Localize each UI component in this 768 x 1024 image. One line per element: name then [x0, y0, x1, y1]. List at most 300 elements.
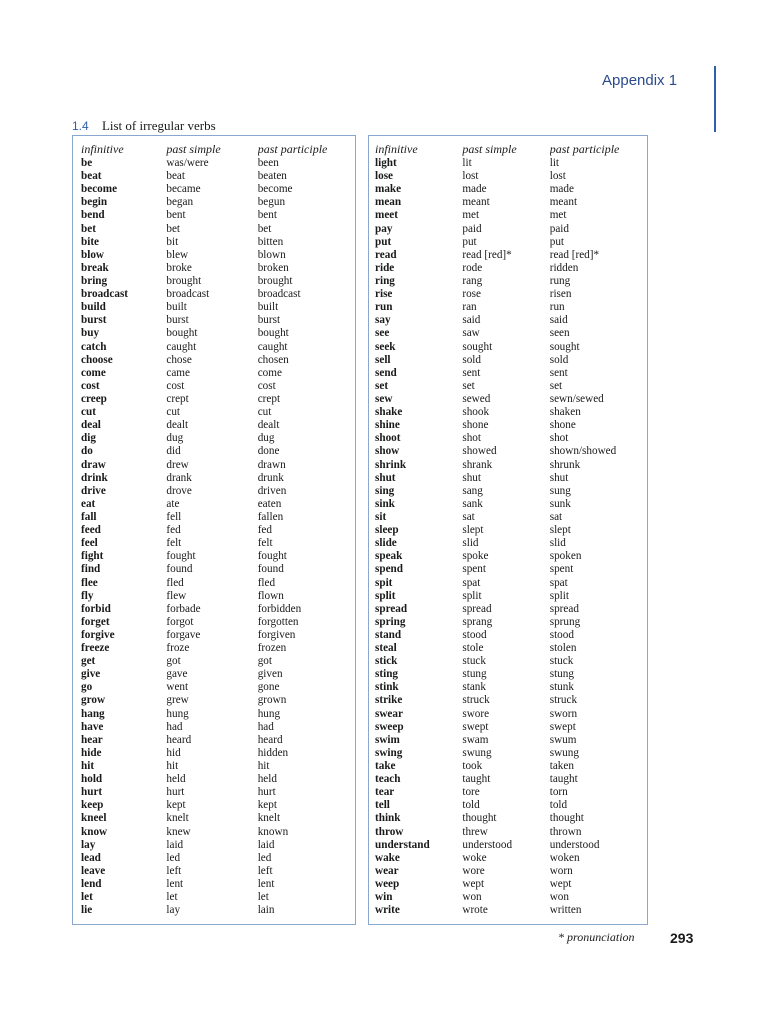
- infinitive-cell: become: [81, 183, 118, 196]
- past-simple-cell: sank: [462, 497, 483, 510]
- past-simple-cell: led: [166, 851, 181, 864]
- infinitive-cell: leave: [81, 864, 106, 877]
- section-heading: [72, 118, 216, 134]
- infinitive-cell: sell: [375, 353, 391, 366]
- infinitive-cell: run: [375, 301, 393, 314]
- past-simple-cell: held: [166, 773, 186, 786]
- past-simple-cell: struck: [462, 694, 490, 707]
- verb-row: [369, 786, 647, 799]
- verb-row: [73, 485, 355, 498]
- past-participle-cell: shown/showed: [549, 445, 617, 458]
- past-simple-cell: forgot: [166, 615, 194, 628]
- infinitive-cell: spit: [375, 576, 393, 589]
- infinitive-cell: hit: [81, 760, 95, 773]
- past-simple-cell: caught: [166, 340, 197, 353]
- verb-row: [369, 681, 647, 694]
- verb-row: [73, 354, 355, 367]
- past-simple-cell: bit: [166, 235, 179, 248]
- past-participle-cell: lain: [257, 904, 275, 917]
- past-participle-cell: fallen: [257, 510, 284, 523]
- past-participle-cell: burst: [257, 314, 281, 327]
- verb-row: [73, 511, 355, 524]
- past-simple-cell: shot: [462, 432, 482, 445]
- verb-row: [73, 301, 355, 314]
- past-participle-cell: thought: [549, 812, 584, 825]
- past-participle-cell: spat: [549, 576, 568, 589]
- past-participle-cell: stung: [549, 668, 574, 681]
- infinitive-cell: throw: [375, 825, 404, 838]
- past-participle-cell: done: [257, 445, 280, 458]
- verb-row: [369, 668, 647, 681]
- infinitive-cell: know: [81, 825, 108, 838]
- verb-row: [73, 747, 355, 760]
- table-header: [73, 141, 355, 157]
- past-simple-cell: read [red]*: [462, 248, 512, 261]
- past-simple-cell: beat: [166, 170, 186, 183]
- past-simple-cell: stuck: [462, 655, 486, 668]
- infinitive-cell: hold: [81, 773, 103, 786]
- past-simple-cell: swore: [462, 707, 490, 720]
- past-simple-cell: found: [166, 563, 193, 576]
- past-participle-cell: swung: [549, 746, 579, 759]
- past-simple-cell: hung: [166, 707, 189, 720]
- past-simple-cell: broadcast: [166, 288, 210, 301]
- past-participle-cell: become: [257, 183, 293, 196]
- past-simple-cell: brought: [166, 274, 202, 287]
- infinitive-cell: shine: [375, 419, 400, 432]
- infinitive-cell: give: [81, 668, 101, 681]
- verb-row: [369, 563, 647, 576]
- infinitive-cell: ring: [375, 274, 395, 287]
- past-simple-cell: wept: [462, 878, 485, 891]
- past-simple-cell: burst: [166, 314, 189, 327]
- past-participle-cell: built: [257, 301, 279, 314]
- infinitive-cell: lead: [81, 851, 101, 864]
- verb-row: [73, 459, 355, 472]
- past-simple-header: past simple: [166, 142, 221, 156]
- past-participle-cell: heard: [257, 733, 283, 746]
- past-simple-cell: ate: [166, 497, 180, 510]
- past-participle-cell: let: [257, 891, 269, 904]
- infinitive-cell: stink: [375, 681, 399, 694]
- past-simple-cell: won: [462, 891, 482, 904]
- verb-row: [73, 839, 355, 852]
- verb-row: [73, 786, 355, 799]
- section-number: 1.4: [72, 119, 89, 133]
- verb-row: [369, 603, 647, 616]
- past-participle-cell: known: [257, 825, 289, 838]
- infinitive-header: infinitive: [375, 142, 418, 156]
- verb-row: [369, 262, 647, 275]
- past-simple-cell: did: [166, 445, 181, 458]
- verb-row: [73, 157, 355, 170]
- past-participle-cell: bent: [257, 209, 277, 222]
- verb-row: [73, 852, 355, 865]
- past-simple-cell: sang: [462, 484, 483, 497]
- verb-row: [73, 655, 355, 668]
- infinitive-cell: blow: [81, 248, 105, 261]
- verb-row: [369, 223, 647, 236]
- past-simple-cell: put: [462, 235, 477, 248]
- past-participle-cell: written: [549, 904, 582, 917]
- infinitive-cell: sew: [375, 392, 393, 405]
- verb-row: [73, 537, 355, 550]
- past-simple-cell: met: [462, 209, 480, 222]
- past-participle-cell: told: [549, 799, 568, 812]
- verb-row: [73, 236, 355, 249]
- verb-row: [369, 891, 647, 904]
- past-simple-cell: woke: [462, 851, 487, 864]
- infinitive-cell: drive: [81, 484, 106, 497]
- past-participle-cell: sewn/sewed: [549, 392, 604, 405]
- infinitive-cell: get: [81, 655, 96, 668]
- past-participle-cell: drunk: [257, 471, 284, 484]
- past-simple-cell: stank: [462, 681, 486, 694]
- verb-row: [369, 367, 647, 380]
- infinitive-cell: fly: [81, 589, 94, 602]
- section-title: List of irregular verbs: [101, 118, 216, 133]
- past-simple-cell: rode: [462, 261, 483, 274]
- past-simple-cell: heard: [166, 733, 192, 746]
- infinitive-cell: catch: [81, 340, 107, 353]
- verb-row: [73, 590, 355, 603]
- infinitive-cell: dig: [81, 432, 96, 445]
- past-simple-cell: lost: [462, 170, 479, 183]
- past-participle-cell: brought: [257, 274, 293, 287]
- past-participle-cell: fed: [257, 524, 272, 537]
- past-participle-cell: forgotten: [257, 615, 299, 628]
- past-participle-cell: bitten: [257, 235, 284, 248]
- infinitive-cell: speak: [375, 550, 403, 563]
- past-simple-cell: fled: [166, 576, 184, 589]
- past-simple-cell: sat: [462, 510, 475, 523]
- past-participle-cell: driven: [257, 484, 287, 497]
- verb-row: [73, 327, 355, 340]
- verb-row: [73, 668, 355, 681]
- past-simple-cell: froze: [166, 642, 190, 655]
- past-participle-cell: struck: [549, 694, 578, 707]
- past-simple-cell: lit: [462, 157, 472, 169]
- infinitive-cell: rise: [375, 288, 393, 301]
- table-header: [369, 141, 647, 157]
- past-participle-cell: taken: [549, 760, 574, 773]
- infinitive-cell: split: [375, 589, 396, 602]
- verb-row: [369, 249, 647, 262]
- past-participle-cell: sought: [549, 340, 580, 353]
- past-simple-cell: wrote: [462, 904, 488, 917]
- past-participle-cell: wept: [549, 878, 572, 891]
- infinitive-cell: shoot: [375, 432, 401, 445]
- infinitive-cell: do: [81, 445, 93, 458]
- infinitive-cell: broadcast: [81, 288, 129, 301]
- infinitive-cell: bend: [81, 209, 105, 222]
- infinitive-cell: hide: [81, 746, 102, 759]
- verb-row: [73, 445, 355, 458]
- past-participle-cell: meant: [549, 196, 578, 209]
- verb-row: [369, 799, 647, 812]
- infinitive-cell: deal: [81, 419, 101, 432]
- infinitive-cell: beat: [81, 170, 102, 183]
- infinitive-cell: take: [375, 760, 396, 773]
- past-participle-cell: read [red]*: [549, 248, 600, 261]
- past-participle-cell: grown: [257, 694, 287, 707]
- verb-row: [73, 708, 355, 721]
- past-participle-cell: forgiven: [257, 628, 296, 641]
- past-simple-cell: hit: [166, 760, 179, 773]
- past-simple-cell: shone: [462, 419, 489, 432]
- past-participle-cell: frozen: [257, 642, 287, 655]
- past-participle-cell: shaken: [549, 406, 581, 419]
- past-simple-cell: meant: [462, 196, 490, 209]
- infinitive-cell: say: [375, 314, 391, 327]
- past-participle-cell: hit: [257, 760, 270, 773]
- past-simple-cell: spread: [462, 602, 492, 615]
- past-simple-cell: bent: [166, 209, 186, 222]
- verb-row: [369, 170, 647, 183]
- past-participle-cell: lit: [549, 157, 560, 169]
- past-participle-cell: met: [549, 209, 567, 222]
- past-participle-header: past participle: [549, 142, 620, 156]
- past-simple-cell: sent: [462, 366, 481, 379]
- verb-row: [73, 419, 355, 432]
- verb-row: [73, 642, 355, 655]
- verb-row: [369, 406, 647, 419]
- past-participle-cell: held: [257, 773, 277, 786]
- past-simple-cell: sewed: [462, 392, 491, 405]
- past-participle-cell: been: [257, 157, 279, 169]
- past-participle-cell: knelt: [257, 812, 281, 825]
- past-simple-cell: laid: [166, 838, 184, 851]
- verb-row: [369, 393, 647, 406]
- past-simple-cell: wore: [462, 864, 485, 877]
- past-simple-cell: forgave: [166, 628, 201, 641]
- verb-row: [369, 314, 647, 327]
- verb-row: [73, 262, 355, 275]
- past-participle-cell: cut: [257, 406, 272, 419]
- verb-row: [369, 590, 647, 603]
- verb-row: [73, 577, 355, 590]
- verb-row: [73, 878, 355, 891]
- verb-row: [73, 249, 355, 262]
- past-simple-cell: became: [166, 183, 201, 196]
- past-participle-cell: spent: [549, 563, 574, 576]
- past-participle-cell: eaten: [257, 497, 282, 510]
- infinitive-cell: draw: [81, 458, 106, 471]
- infinitive-cell: wear: [375, 864, 399, 877]
- verb-row: [369, 550, 647, 563]
- past-participle-cell: chosen: [257, 353, 289, 366]
- infinitive-cell: win: [375, 891, 393, 904]
- verb-row: [73, 734, 355, 747]
- infinitive-cell: come: [81, 366, 106, 379]
- infinitive-cell: choose: [81, 353, 113, 366]
- past-simple-header: past simple: [462, 142, 517, 156]
- verb-row: [369, 616, 647, 629]
- verb-row: [369, 419, 647, 432]
- verb-row: [73, 694, 355, 707]
- infinitive-cell: flee: [81, 576, 98, 589]
- past-participle-cell: fought: [257, 550, 287, 563]
- past-simple-cell: grew: [166, 694, 189, 707]
- verb-row: [369, 878, 647, 891]
- past-participle-cell: dug: [257, 432, 275, 445]
- verb-row: [73, 209, 355, 222]
- verb-row: [73, 393, 355, 406]
- infinitive-cell: weep: [375, 878, 400, 891]
- past-simple-cell: chose: [166, 353, 192, 366]
- past-participle-cell: run: [549, 301, 565, 314]
- infinitive-cell: stand: [375, 628, 402, 641]
- verb-row: [369, 812, 647, 825]
- past-simple-cell: stood: [462, 628, 487, 641]
- past-participle-cell: sat: [549, 510, 563, 523]
- past-simple-cell: hid: [166, 746, 181, 759]
- past-simple-cell: cost: [166, 379, 185, 392]
- infinitive-cell: go: [81, 681, 93, 694]
- past-simple-cell: dug: [166, 432, 184, 445]
- verb-row: [369, 642, 647, 655]
- past-simple-cell: paid: [462, 222, 482, 235]
- verb-row: [369, 826, 647, 839]
- infinitive-cell: forget: [81, 615, 110, 628]
- past-participle-cell: paid: [549, 222, 569, 235]
- verb-row: [369, 734, 647, 747]
- infinitive-cell: shut: [375, 471, 396, 484]
- verb-row: [73, 223, 355, 236]
- past-participle-cell: shrunk: [549, 458, 581, 471]
- infinitive-cell: sit: [375, 510, 387, 523]
- verb-row: [369, 341, 647, 354]
- infinitive-cell: buy: [81, 327, 100, 340]
- past-participle-cell: given: [257, 668, 283, 681]
- verb-row: [369, 760, 647, 773]
- past-simple-cell: made: [462, 183, 487, 196]
- verb-row: [73, 721, 355, 734]
- verb-row: [369, 301, 647, 314]
- infinitive-cell: send: [375, 366, 397, 379]
- past-participle-cell: sunk: [549, 497, 571, 510]
- verb-row: [73, 773, 355, 786]
- infinitive-cell: sting: [375, 668, 399, 681]
- verb-row: [73, 891, 355, 904]
- past-participle-header: past participle: [257, 142, 328, 156]
- past-participle-cell: left: [257, 864, 273, 877]
- verb-row: [369, 459, 647, 472]
- infinitive-cell: bring: [81, 274, 108, 287]
- past-participle-cell: bet: [257, 222, 272, 235]
- past-participle-cell: hung: [257, 707, 281, 720]
- past-simple-cell: let: [166, 891, 178, 904]
- verb-row: [73, 196, 355, 209]
- past-participle-cell: understood: [549, 838, 600, 851]
- infinitive-cell: sleep: [375, 524, 399, 537]
- past-simple-cell: bet: [166, 222, 181, 235]
- past-participle-cell: risen: [549, 288, 572, 301]
- past-participle-cell: laid: [257, 838, 275, 851]
- past-simple-cell: felt: [166, 537, 182, 550]
- past-participle-cell: stuck: [549, 655, 574, 668]
- infinitive-cell: think: [375, 812, 401, 825]
- page-number: 293: [670, 930, 694, 946]
- verb-rows: [73, 157, 355, 917]
- infinitive-header: infinitive: [81, 142, 124, 156]
- infinitive-cell: grow: [81, 694, 106, 707]
- infinitive-cell: eat: [81, 497, 96, 510]
- verb-rows: [369, 157, 647, 917]
- past-participle-cell: had: [257, 720, 274, 733]
- verb-row: [369, 865, 647, 878]
- infinitive-cell: bite: [81, 235, 100, 248]
- past-participle-cell: rung: [549, 274, 571, 287]
- verb-row: [73, 799, 355, 812]
- infinitive-cell: sing: [375, 484, 395, 497]
- past-simple-cell: showed: [462, 445, 497, 458]
- infinitive-cell: spring: [375, 615, 406, 628]
- infinitive-cell: stick: [375, 655, 398, 668]
- past-participle-cell: thrown: [549, 825, 582, 838]
- past-simple-cell: rose: [462, 288, 481, 301]
- past-simple-cell: flew: [166, 589, 187, 602]
- verb-row: [73, 904, 355, 917]
- past-simple-cell: spoke: [462, 550, 489, 563]
- past-simple-cell: threw: [462, 825, 488, 838]
- verb-row: [73, 170, 355, 183]
- past-participle-cell: got: [257, 655, 272, 668]
- past-simple-cell: said: [462, 314, 481, 327]
- verb-row: [369, 511, 647, 524]
- past-simple-cell: bought: [166, 327, 198, 340]
- infinitive-cell: strike: [375, 694, 403, 707]
- past-participle-cell: hurt: [257, 786, 276, 799]
- past-participle-cell: led: [257, 851, 272, 864]
- infinitive-cell: set: [375, 379, 389, 392]
- infinitive-cell: seek: [375, 340, 396, 353]
- appendix-title: Appendix 1: [602, 72, 678, 89]
- verb-row: [369, 236, 647, 249]
- verb-row: [73, 681, 355, 694]
- infinitive-cell: meet: [375, 209, 398, 222]
- infinitive-cell: drink: [81, 471, 108, 484]
- past-simple-cell: blew: [166, 248, 189, 261]
- verb-row: [369, 183, 647, 196]
- infinitive-cell: swing: [375, 746, 403, 759]
- past-simple-cell: sprang: [462, 615, 493, 628]
- infinitive-cell: sink: [375, 497, 395, 510]
- past-participle-cell: forbidden: [257, 602, 302, 615]
- infinitive-cell: light: [375, 157, 397, 169]
- infinitive-cell: mean: [375, 196, 402, 209]
- past-participle-cell: drawn: [257, 458, 286, 471]
- verb-row: [369, 288, 647, 301]
- infinitive-cell: hang: [81, 707, 105, 720]
- past-simple-cell: came: [166, 366, 190, 379]
- infinitive-cell: make: [375, 183, 402, 196]
- verb-row: [369, 275, 647, 288]
- infinitive-cell: slide: [375, 537, 397, 550]
- past-participle-cell: sworn: [549, 707, 578, 720]
- past-simple-cell: lay: [166, 904, 181, 917]
- past-simple-cell: swept: [462, 720, 489, 733]
- past-simple-cell: forbade: [166, 602, 201, 615]
- past-simple-cell: broke: [166, 261, 192, 274]
- past-simple-cell: spent: [462, 563, 486, 576]
- infinitive-cell: let: [81, 891, 93, 904]
- past-participle-cell: shut: [549, 471, 569, 484]
- infinitive-cell: creep: [81, 392, 107, 405]
- past-participle-cell: stunk: [549, 681, 574, 694]
- past-participle-cell: dealt: [257, 419, 280, 432]
- past-simple-cell: crept: [166, 392, 189, 405]
